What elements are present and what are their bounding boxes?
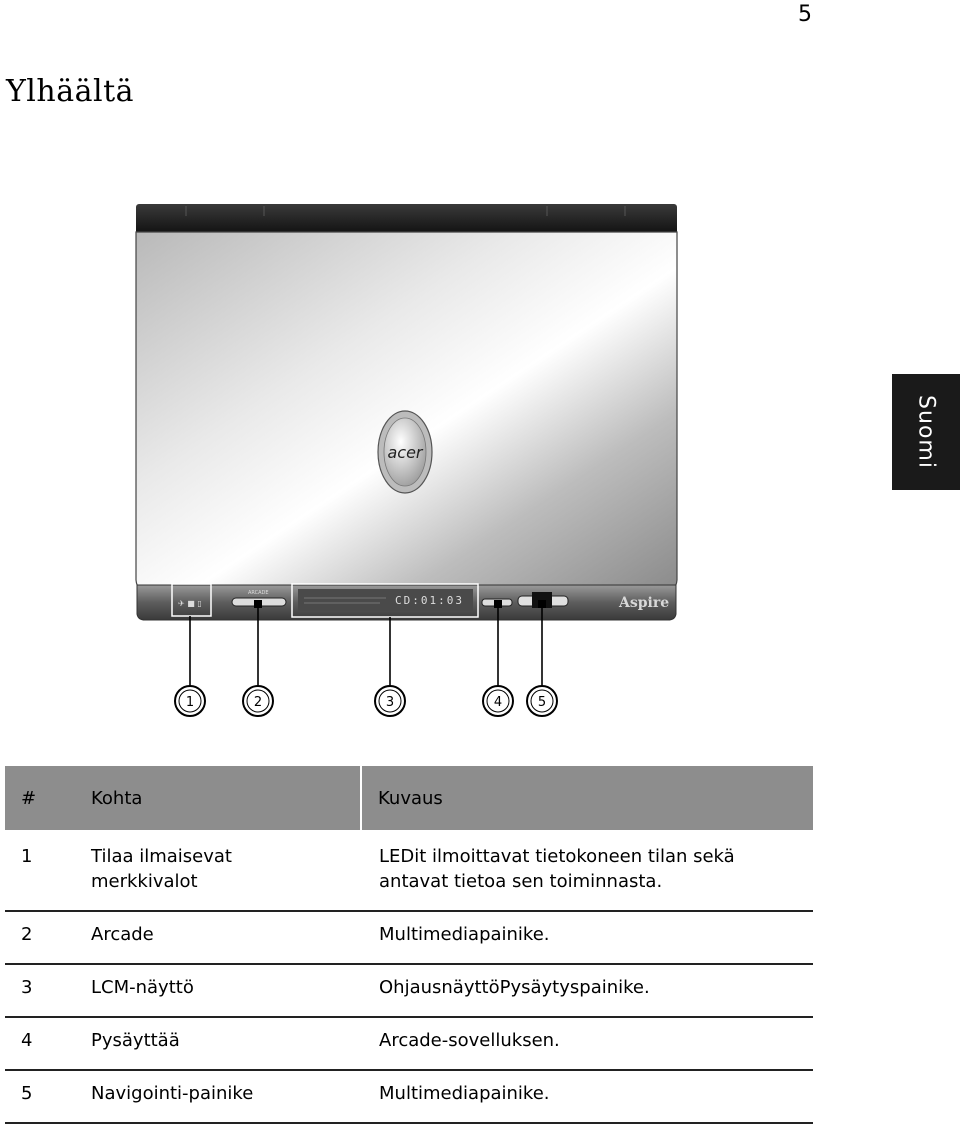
laptop-illustration xyxy=(0,200,760,720)
row-description: OhjausnäyttöPysäytyspainike. xyxy=(361,964,813,1017)
row-num: 1 xyxy=(5,830,91,911)
svg-text:2: 2 xyxy=(253,695,263,710)
table-row xyxy=(5,911,813,964)
table-row xyxy=(5,1070,813,1123)
row-num: 4 xyxy=(5,1017,91,1070)
row-item-line: Tilaa ilmaisevat xyxy=(91,846,232,867)
aspire-brand: Aspire xyxy=(619,595,670,611)
lcd-readout: CD:01:03 xyxy=(395,594,464,607)
callout-1 xyxy=(175,686,205,716)
laptop-top-view-figure xyxy=(0,200,760,720)
svg-text:3: 3 xyxy=(385,695,395,710)
row-description-line: LEDit ilmoittavat tietokoneen tilan sekä xyxy=(379,846,735,867)
components-table xyxy=(5,766,813,1124)
row-num: 3 xyxy=(5,964,91,1017)
row-item: Navigointi-painike xyxy=(91,1070,361,1123)
header-num: # xyxy=(5,766,91,830)
row-description: Arcade-sovelluksen. xyxy=(361,1017,813,1070)
table-row xyxy=(5,830,813,911)
callout-4 xyxy=(483,686,513,716)
row-item xyxy=(91,830,361,911)
row-description: Multimediapainike. xyxy=(361,911,813,964)
table-row xyxy=(5,1017,813,1070)
row-item: LCM-näyttö xyxy=(91,964,361,1017)
header-item: Kohta xyxy=(91,766,361,830)
row-description: Multimediapainike. xyxy=(361,1070,813,1123)
language-tab xyxy=(892,374,960,490)
svg-text:5: 5 xyxy=(537,695,547,710)
row-num: 2 xyxy=(5,911,91,964)
section-title: Ylhäältä xyxy=(6,74,135,109)
callout-2 xyxy=(243,686,273,716)
table-row xyxy=(5,964,813,1017)
arcade-label: ARCADE xyxy=(248,590,269,596)
callout-5 xyxy=(527,686,557,716)
svg-text:✈ ■ ▯: ✈ ■ ▯ xyxy=(178,599,202,608)
page-number: 5 xyxy=(798,2,812,27)
hinge-bar xyxy=(136,204,677,234)
header-description: Kuvaus xyxy=(361,766,813,830)
row-description xyxy=(361,830,813,911)
row-description-line: antavat tietoa sen toiminnasta. xyxy=(379,871,663,892)
row-item-line: merkkivalot xyxy=(91,871,198,892)
table-header-row xyxy=(5,766,813,830)
language-tab-label: Suomi xyxy=(913,395,939,469)
svg-text:1: 1 xyxy=(185,695,195,710)
row-item: Pysäyttää xyxy=(91,1017,361,1070)
svg-text:4: 4 xyxy=(493,695,503,710)
row-num: 5 xyxy=(5,1070,91,1123)
acer-logo-text: acer xyxy=(387,443,423,462)
callout-3 xyxy=(375,686,405,716)
row-item: Arcade xyxy=(91,911,361,964)
